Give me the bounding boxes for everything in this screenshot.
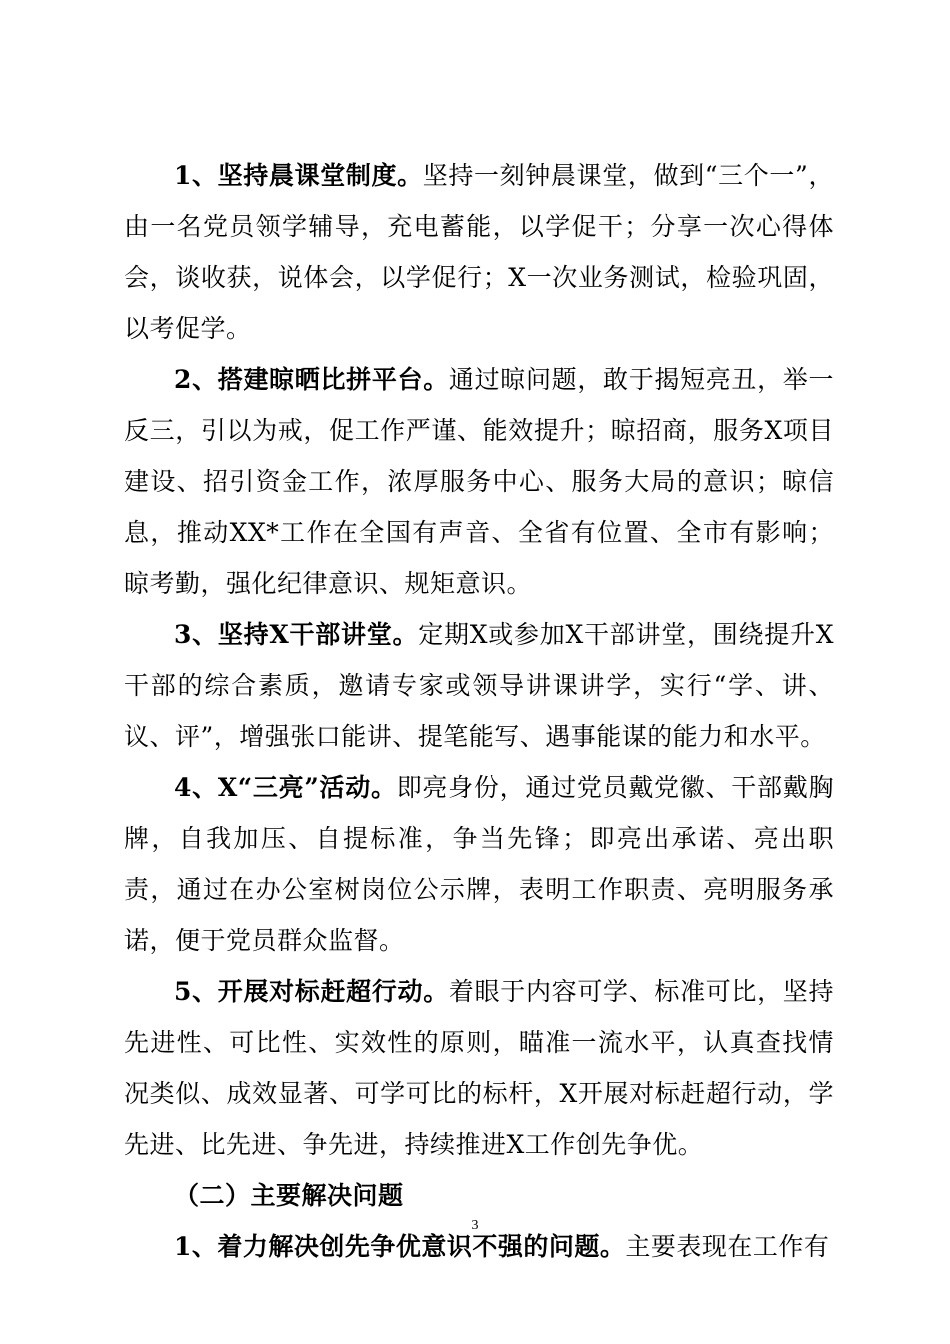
paragraph-4 — [124, 762, 834, 966]
paragraph-text: 主要表现在工作有 — [625, 1232, 830, 1261]
page-number: 3 — [471, 1218, 479, 1233]
paragraph-lead: 5、开展对标赶超行动。 — [174, 977, 449, 1006]
paragraph-lead: 2、搭建晾晒比拼平台。 — [174, 365, 449, 394]
section-heading: （二）主要解决问题 — [174, 1181, 404, 1210]
paragraph-lead: 4、X“三亮”活动。 — [174, 773, 397, 802]
paragraph-lead: 3、坚持X干部讲堂。 — [174, 620, 419, 649]
document-body — [124, 150, 834, 1272]
paragraph-text: 定期X或参加X干部讲堂，围绕提升X干部的综合素质，邀请专家或领导讲课讲学，实行“学、讲、议、评”，增强张口能讲、提笔能写、遇事能谋的能力和水平。 — [124, 620, 834, 751]
paragraph-2 — [124, 354, 834, 609]
paragraph-text: 即亮身份，通过党员戴党徽、干部戴胸牌，自我加压、自提标准，争当先锋；即亮出承诺、亮出职责，通过在办公室树岗位公示牌，表明工作职责、亮明服务承诺，便于党员群众监督。 — [124, 773, 834, 955]
paragraph-text: 着眼于内容可学、标准可比，坚持先进性、可比性、实效性的原则，瞄准一流水平，认真查找情况类似、成效显著、可学可比的标杆，X开展对标赶超行动，学先进、比先进、争先进，持续推进X工作创先争优。 — [124, 977, 834, 1159]
paragraph-lead: 1、着力解决创先争优意识不强的问题。 — [174, 1232, 626, 1261]
paragraph-text: 坚持一刻钟晨课堂，做到“三个一”，由一名党员领学辅导，充电蓄能，以学促干；分享一次心得体会，谈收获，说体会，以学促行；X一次业务测试，检验巩固，以考促学。 — [124, 161, 834, 343]
paragraph-1 — [124, 150, 834, 354]
paragraph-lead: 1、坚持晨课堂制度。 — [174, 161, 423, 190]
paragraph-text: 通过晾问题，敢于揭短亮丑，举一反三，引以为戒，促工作严谨、能效提升；晾招商，服务X项目建设、招引资金工作，浓厚服务中心、服务大局的意识；晾信息，推动XX*工作在全国有声音、全省有位置、全市有影响；晾考勤，强化纪律意识、规矩意识。 — [124, 365, 834, 598]
paragraph-5 — [124, 966, 834, 1170]
paragraph-3 — [124, 609, 834, 762]
